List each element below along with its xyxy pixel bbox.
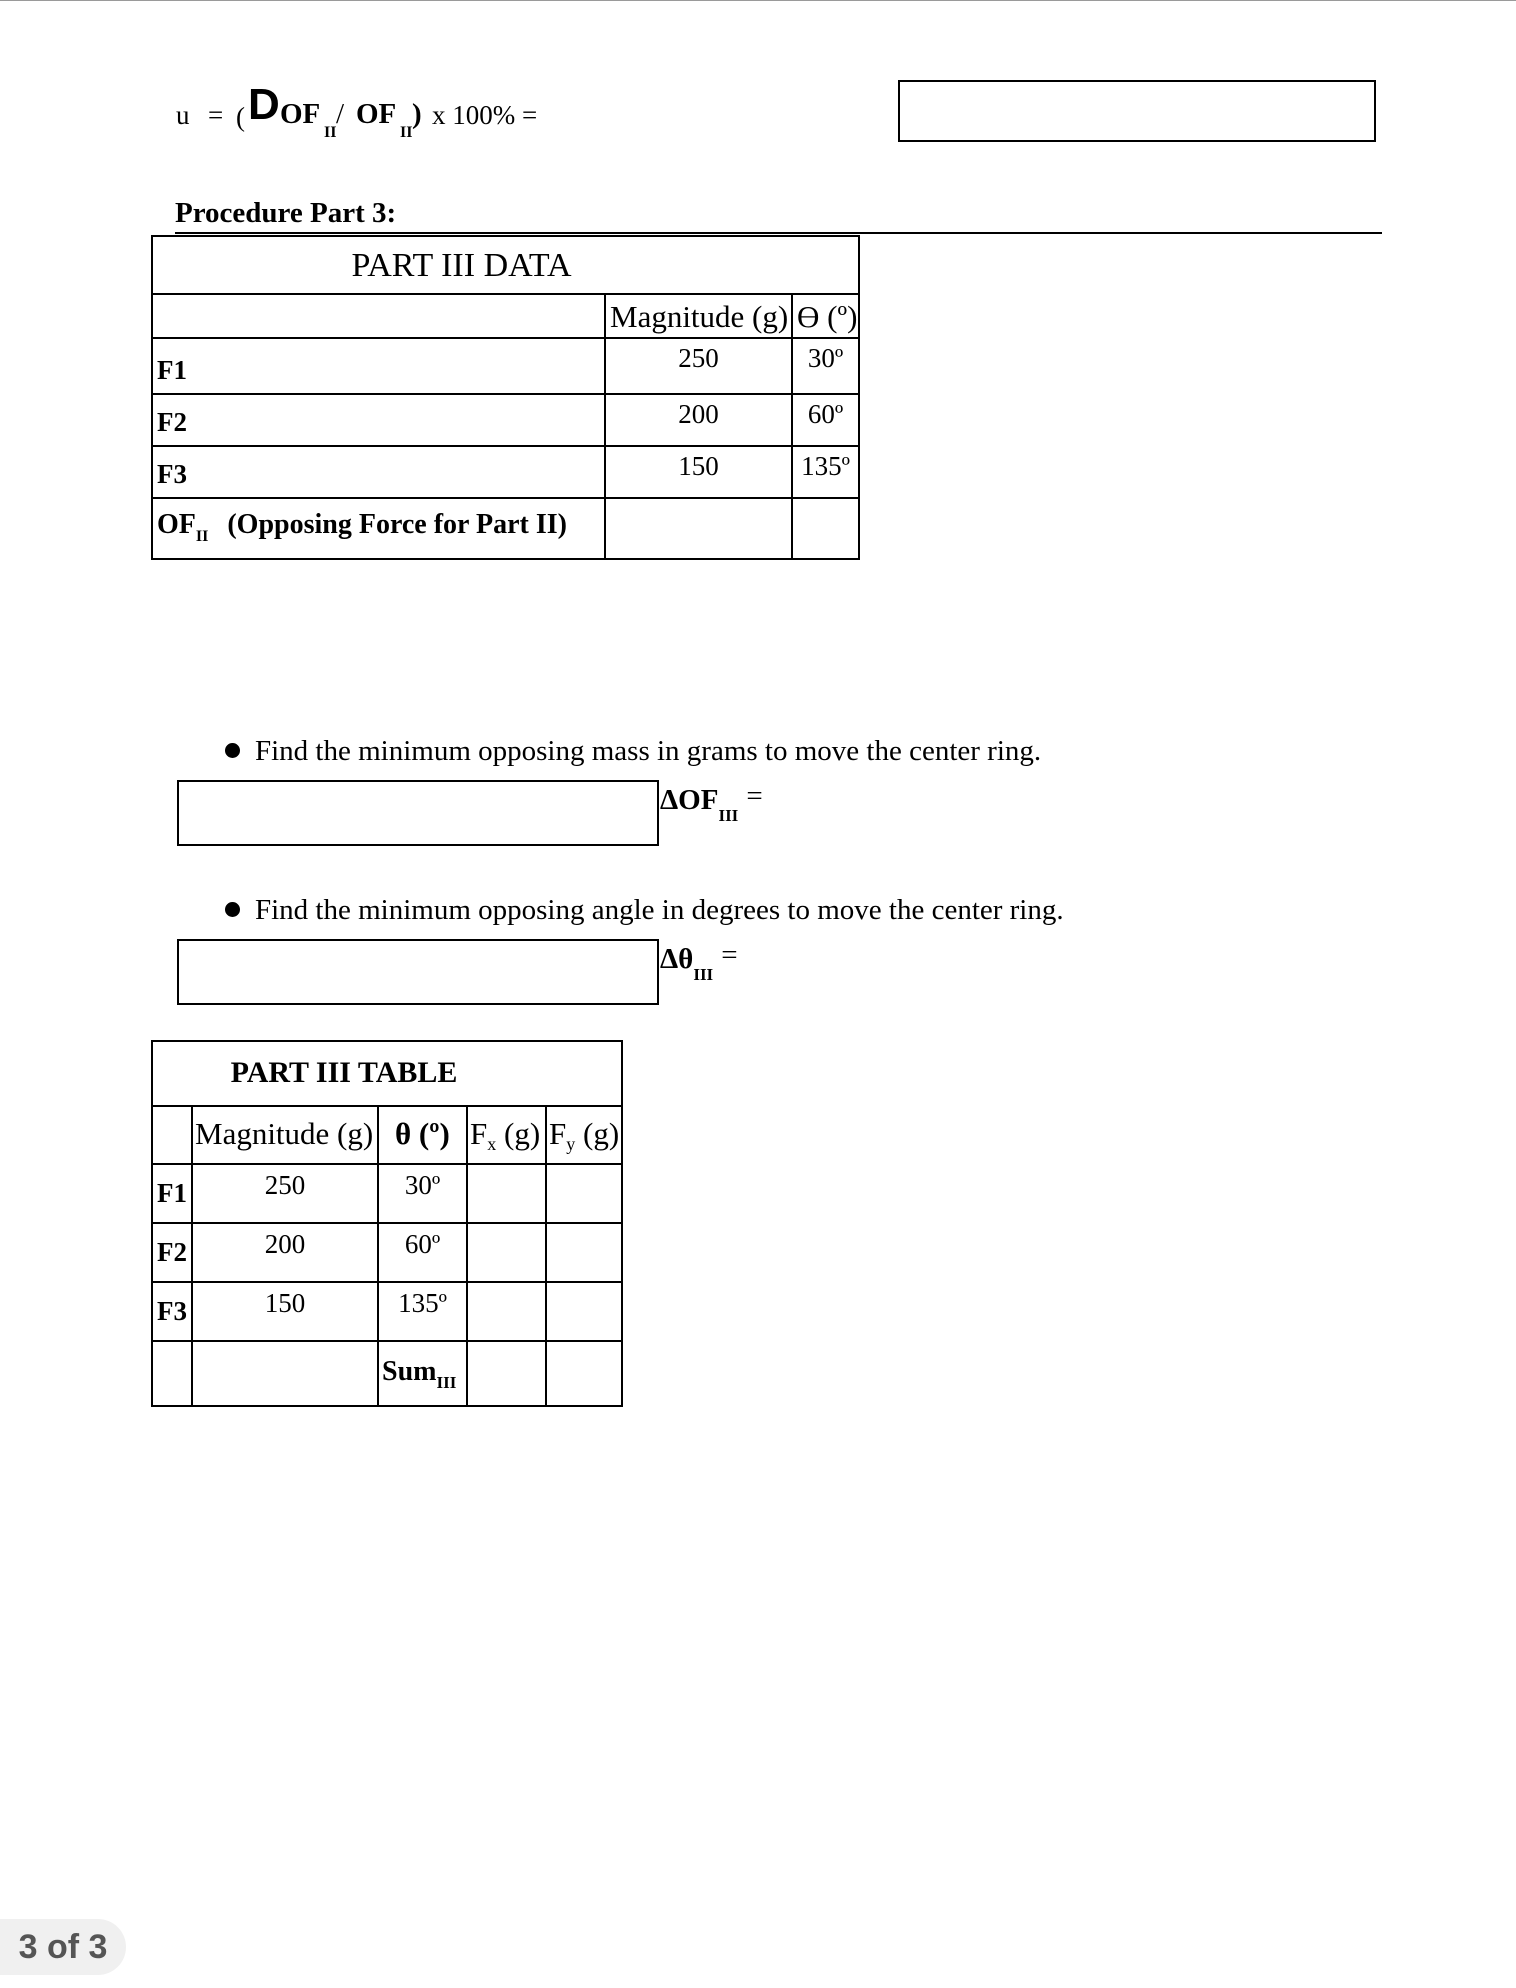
f1-angle: 30º	[807, 343, 844, 373]
t3-f3-fy-input[interactable]	[547, 1283, 621, 1340]
t3-col-fy-f: F	[549, 1116, 567, 1151]
row-label-of-ii	[157, 509, 567, 545]
t3-f2-fy-input[interactable]	[547, 1224, 621, 1281]
t3-row-label-f3: F3	[157, 1296, 187, 1326]
formula-tail: x 100% =	[432, 100, 538, 130]
t3-sum-label	[382, 1356, 457, 1392]
t3-col-fx-sub: x	[487, 1134, 497, 1154]
f1-magnitude: 250	[678, 343, 719, 373]
formula-close-paren: )	[412, 98, 422, 130]
row-divider	[153, 445, 858, 447]
delta-of-eq: =	[746, 780, 763, 812]
bullet-angle	[255, 894, 1064, 927]
t3-col-fy	[549, 1116, 619, 1152]
of-ii-sub: II	[195, 528, 209, 545]
formula-slash: /	[336, 98, 345, 130]
delta-theta-label	[660, 939, 738, 984]
t3-f3-magnitude: 150	[264, 1288, 306, 1318]
t3-col-fy-unit: (g)	[583, 1116, 620, 1151]
formula-dof-of: OF	[280, 98, 321, 130]
procedure-rule	[175, 232, 1382, 234]
t3-f1-angle: 30º	[404, 1170, 441, 1200]
part3-table	[151, 1040, 623, 1407]
t3-col-angle: θ (º)	[395, 1116, 450, 1151]
t3-f2-magnitude: 200	[264, 1229, 306, 1259]
delta-of-text: ΔOF	[660, 784, 719, 816]
delta-of-answer-box[interactable]	[177, 780, 659, 846]
bullet-dot	[225, 902, 240, 917]
formula-open-paren: (	[236, 102, 245, 132]
delta-of-sub: III	[718, 806, 739, 825]
delta-theta-text: Δθ	[660, 943, 694, 975]
part3-data-table	[151, 235, 860, 560]
t3-row-label-f1: F1	[157, 1178, 187, 1208]
formula-of: OF	[356, 98, 397, 130]
formula-equals: =	[208, 100, 224, 130]
t3-col-fx	[470, 1116, 540, 1152]
row-label-f1: F1	[157, 355, 187, 385]
t3-f3-angle: 135º	[398, 1288, 447, 1318]
row-divider	[153, 337, 858, 339]
delta-theta-answer-box[interactable]	[177, 939, 659, 1005]
bullet-dot	[225, 743, 240, 758]
formula-sub-ii-2: II	[400, 124, 413, 141]
row-label-f2: F2	[157, 407, 187, 437]
t3-f2-angle: 60º	[404, 1229, 441, 1259]
of-ii-magnitude-input[interactable]	[606, 499, 791, 558]
bullet-angle-text: Find the minimum opposing angle in degrees to move the center ring.	[255, 894, 1064, 926]
col-angle-header: ϴ (º)	[797, 299, 858, 334]
t3-f1-fy-input[interactable]	[547, 1165, 621, 1222]
t3-col-fx-f: F	[470, 1116, 488, 1151]
formula-u: u	[176, 100, 190, 130]
t3-col-magnitude: Magnitude (g)	[195, 1116, 374, 1151]
bullet-mass-text: Find the minimum opposing mass in grams to move the center ring.	[255, 735, 1042, 767]
row-divider	[153, 293, 858, 295]
t3-col-fy-sub: y	[566, 1134, 576, 1154]
f3-magnitude: 150	[678, 451, 719, 481]
page-indicator: 3 of 3	[0, 1919, 126, 1975]
row-label-f3: F3	[157, 459, 187, 489]
t3-sum-sub: III	[436, 1373, 457, 1392]
col-magnitude-header: Magnitude (g)	[610, 299, 789, 334]
t3-sum-text: Sum	[382, 1356, 437, 1387]
formula-sub-ii-1: II	[324, 124, 337, 141]
formula-delta-d: D	[248, 80, 280, 129]
of-ii-angle-input[interactable]	[793, 499, 858, 558]
f2-magnitude: 200	[678, 399, 719, 429]
delta-of-label	[660, 780, 763, 825]
t3-f1-magnitude: 250	[264, 1170, 306, 1200]
f2-angle: 60º	[807, 399, 844, 429]
part3-data-title: PART III DATA	[351, 247, 572, 284]
t3-row-label-f2: F2	[157, 1237, 187, 1267]
f3-angle: 135º	[801, 451, 850, 481]
delta-theta-eq: =	[721, 939, 738, 971]
t3-f1-fx-input[interactable]	[468, 1165, 545, 1222]
row-divider	[153, 393, 858, 395]
bullet-mass	[255, 735, 1041, 768]
row-divider	[153, 1105, 621, 1107]
t3-f2-fx-input[interactable]	[468, 1224, 545, 1281]
top-border	[0, 0, 1516, 1]
delta-theta-sub: III	[693, 965, 714, 984]
procedure-heading: Procedure Part 3:	[175, 197, 397, 229]
t3-col-fx-unit: (g)	[504, 1116, 541, 1151]
t3-sum-fy-input[interactable]	[547, 1342, 621, 1405]
uncertainty-answer-box[interactable]	[898, 80, 1376, 142]
t3-sum-fx-input[interactable]	[468, 1342, 545, 1405]
part3-table-title: PART III TABLE	[230, 1056, 458, 1089]
of-ii-label: OF	[157, 509, 196, 540]
of-ii-desc: (Opposing Force for Part II)	[227, 509, 567, 540]
t3-f3-fx-input[interactable]	[468, 1283, 545, 1340]
